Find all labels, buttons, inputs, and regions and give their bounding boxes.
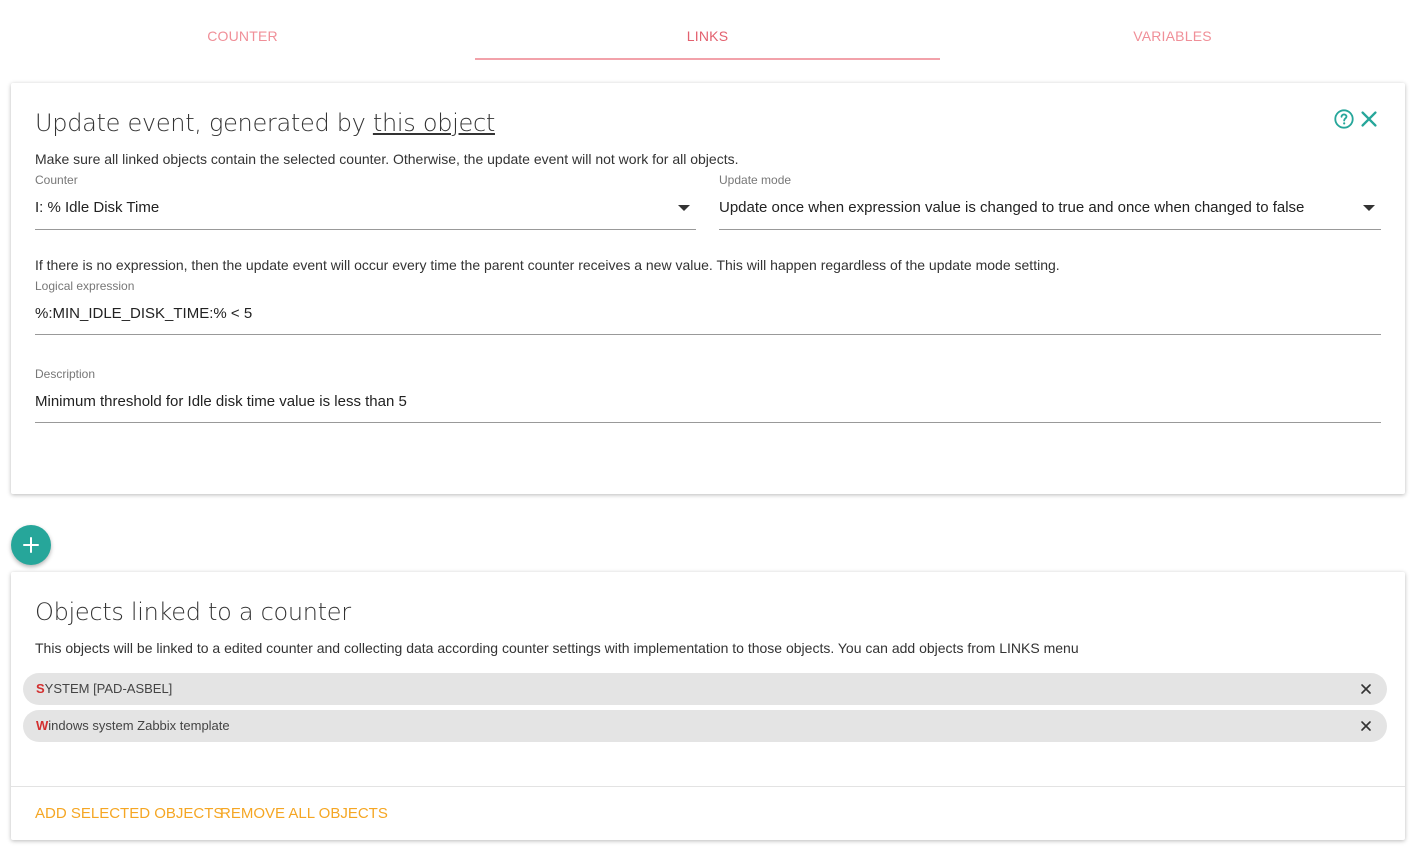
update-mode-underline — [719, 229, 1381, 230]
update-event-card — [11, 83, 1405, 494]
tab-links[interactable]: LINKS — [475, 0, 940, 60]
description-underline — [35, 422, 1381, 423]
chevron-down-icon[interactable] — [1363, 205, 1375, 211]
title-prefix: Update event, generated by — [35, 109, 373, 137]
plus-icon — [22, 536, 40, 554]
linked-objects-title: Objects linked to a counter — [35, 598, 351, 626]
close-icon[interactable] — [1358, 108, 1380, 130]
linked-object-chip[interactable] — [23, 710, 1387, 742]
add-selected-objects-button[interactable]: ADD SELECTED OBJECTS — [35, 805, 224, 822]
chip-label: indows system Zabbix template — [48, 718, 230, 733]
chip-label: YSTEM [PAD-ASBEL] — [44, 681, 173, 696]
tab-counter[interactable]: COUNTER — [207, 28, 278, 44]
chip-initial: W — [36, 718, 49, 733]
logical-expression-underline — [35, 334, 1381, 335]
chip-initial: S — [36, 681, 45, 696]
this-object-link[interactable]: this object — [372, 109, 495, 137]
update-mode-select[interactable]: Update once when expression value is changed to true and once when changed to false — [719, 199, 1305, 216]
close-icon[interactable] — [1359, 682, 1373, 696]
close-icon[interactable] — [1359, 719, 1373, 733]
remove-all-objects-button[interactable]: REMOVE ALL OBJECTS — [220, 805, 388, 822]
add-event-button[interactable] — [11, 525, 51, 565]
linked-object-chip[interactable] — [23, 673, 1387, 705]
card-actions-divider — [11, 786, 1405, 787]
logical-expression-label: Logical expression — [35, 279, 135, 293]
logical-expression-input[interactable]: %:MIN_IDLE_DISK_TIME:% < 5 — [35, 305, 253, 322]
event-card-subtitle: Make sure all linked objects contain the selected counter. Otherwise, the update event will not work for all objects. — [35, 151, 739, 167]
counter-label: Counter — [35, 173, 78, 187]
linked-objects-card — [11, 572, 1405, 840]
chevron-down-icon[interactable] — [678, 205, 690, 211]
update-mode-label: Update mode — [719, 173, 792, 187]
tab-variables[interactable]: VARIABLES — [1133, 28, 1212, 44]
expression-note: If there is no expression, then the update event will occur every time the parent counter receives a new value. This will happen regardless of the update mode setting. — [35, 257, 1060, 273]
tab-bar — [10, 0, 1405, 60]
linked-objects-subtitle: This objects will be linked to a edited counter and collecting data according counter settings with implementation to those objects. You can add objects from LINKS menu — [35, 640, 1079, 656]
description-label: Description — [35, 367, 96, 381]
help-circle-icon[interactable] — [1333, 108, 1355, 130]
counter-select[interactable]: I: % Idle Disk Time — [35, 199, 160, 216]
update-event-title — [35, 109, 495, 137]
description-input[interactable]: Minimum threshold for Idle disk time value is less than 5 — [35, 393, 407, 410]
counter-underline — [35, 229, 696, 230]
